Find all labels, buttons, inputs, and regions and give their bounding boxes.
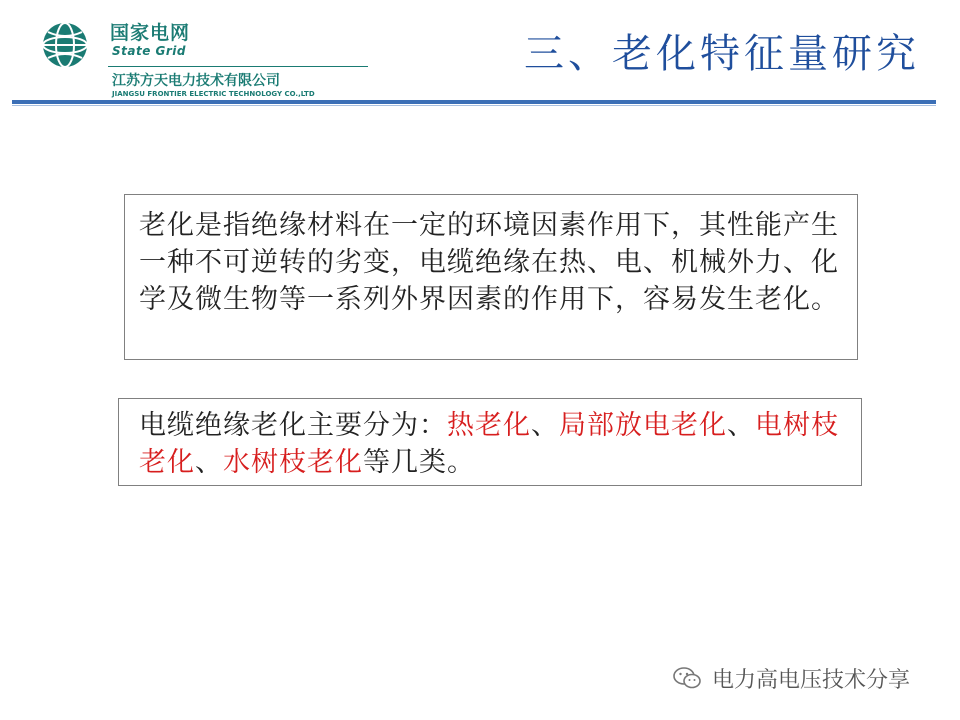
title-underline-light <box>12 105 936 106</box>
logo-divider <box>108 66 368 67</box>
wechat-icon <box>672 666 702 690</box>
separator: 、 <box>531 410 559 441</box>
aging-type-water-tree: 水树枝老化 <box>223 447 363 478</box>
definition-box <box>124 194 858 360</box>
separator: 、 <box>195 447 223 478</box>
company-name-en: JIANGSU FRONTIER ELECTRIC TECHNOLOGY CO.,LTD <box>112 90 315 98</box>
classification-suffix: 等几类。 <box>363 447 475 478</box>
aging-type-thermal: 热老化 <box>447 410 531 441</box>
company-name-cn: 江苏方天电力技术有限公司 <box>112 73 280 89</box>
title-underline <box>12 100 936 104</box>
aging-type-electrical-tree: 电树枝老化 <box>139 410 839 478</box>
state-grid-globe-icon <box>40 20 90 70</box>
separator: 、 <box>727 410 755 441</box>
wechat-watermark <box>672 664 910 692</box>
aging-type-partial-discharge: 局部放电老化 <box>559 410 727 441</box>
state-grid-logo <box>40 14 340 104</box>
slide-title: 三、老化特征量研究 <box>524 31 920 77</box>
org-name-en: State Grid <box>112 44 186 58</box>
classification-prefix: 电缆绝缘老化主要分为： <box>139 410 447 441</box>
org-name-cn: 国家电网 <box>110 22 191 44</box>
classification-text <box>139 407 841 481</box>
definition-text: 老化是指绝缘材料在一定的环境因素作用下，其性能产生一种不可逆转的劣变，电缆绝缘在热、电、机械外力、化学及微生物等一系列外界因素的作用下，容易发生老化。 <box>139 210 839 315</box>
watermark-text: 电力高电压技术分享 <box>712 667 911 693</box>
classification-box <box>118 398 862 486</box>
slide-header <box>0 0 960 110</box>
